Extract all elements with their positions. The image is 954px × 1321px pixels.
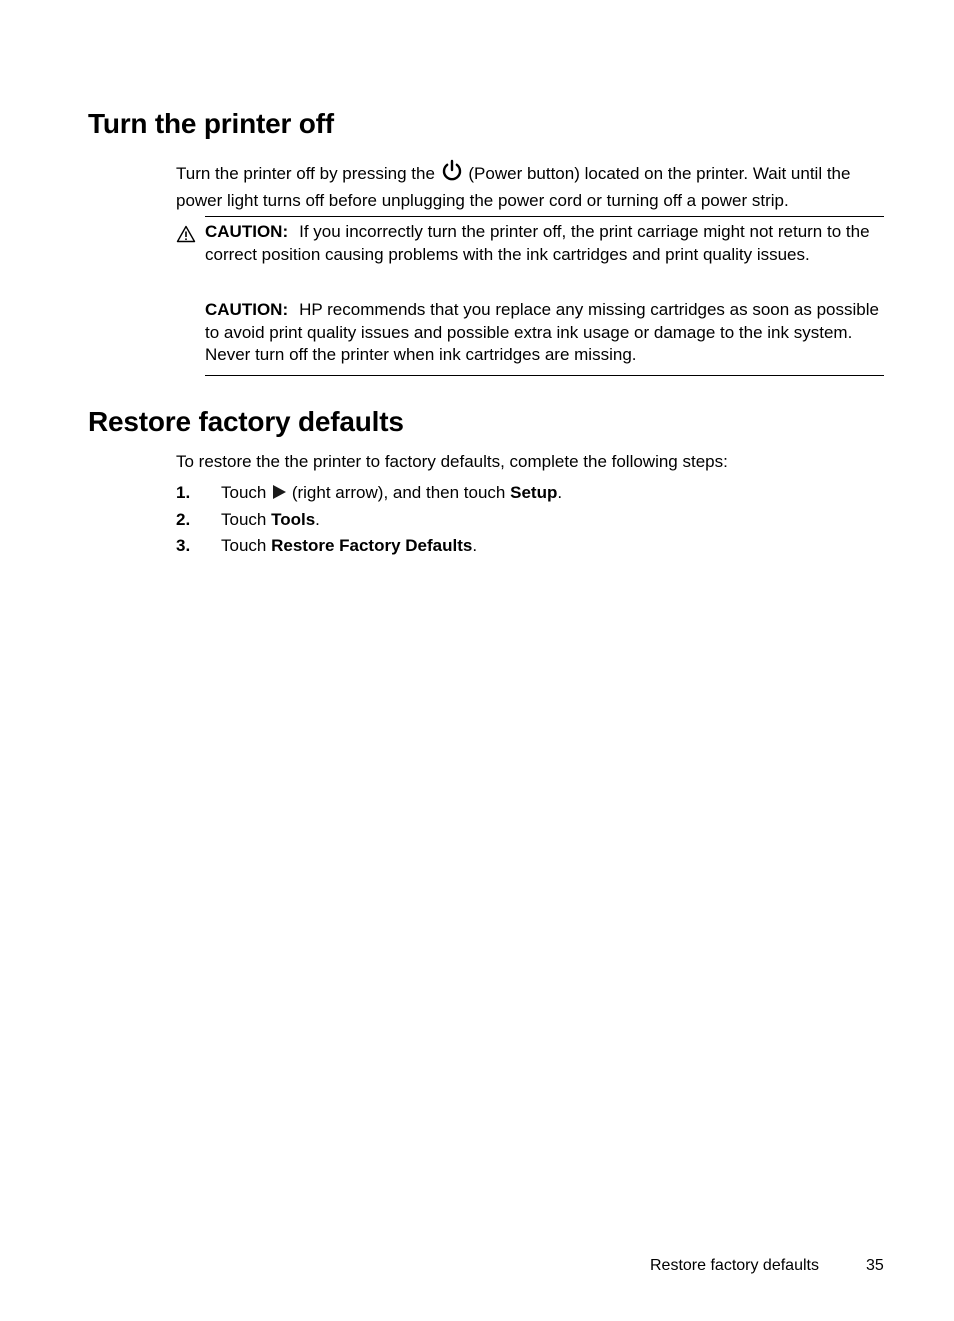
caution-label: CAUTION: [205, 222, 289, 241]
warning-triangle-icon [176, 225, 196, 243]
step-bold-term: Tools [271, 510, 316, 529]
heading-restore-factory-defaults: Restore factory defaults [88, 406, 404, 437]
step-text [221, 535, 477, 557]
footer-section-title: Restore factory defaults [650, 1257, 819, 1274]
step-text-post: . [315, 510, 320, 529]
step-bold-term: Restore Factory Defaults [271, 536, 473, 555]
step-number: 1. [176, 483, 191, 502]
step-text-post: . [472, 536, 478, 555]
step-number: 3. [176, 536, 191, 555]
power-icon [440, 159, 464, 190]
restore-intro: To restore the the printer to factory defaults, complete the following steps: [176, 452, 728, 471]
step-text [221, 482, 562, 506]
right-arrow-icon [271, 484, 287, 506]
step-text [221, 509, 320, 531]
caution-text: HP recommends that you replace any missing cartridges as soon as possible to avoid print quality issues and possible extra ink usage or damage to the ink system. Never turn off the printer when ink cartridges are missing. [205, 300, 879, 364]
heading-turn-printer-off: Turn the printer off [88, 108, 334, 139]
paragraph-text-after-icon: (Power button) located on the printer. Wait until the power light turns off before unplugging the power cord or turning off a power strip. [176, 164, 851, 210]
step-text-mid: (right arrow), and then touch [287, 483, 511, 502]
step-text-pre: Touch [221, 536, 272, 555]
footer-page-number: 35 [866, 1257, 884, 1274]
paragraph-text-before-icon: Turn the printer off by pressing the [176, 164, 435, 183]
step-bold-term: Setup [510, 483, 558, 502]
caution-label: CAUTION: [205, 300, 289, 319]
step-text-pre: Touch [221, 510, 272, 529]
caution-text: If you incorrectly turn the printer off, the print carriage might not return to the correct position causing problems with the ink cartridges and print quality issues. [205, 222, 870, 264]
step-text-pre: Touch [221, 483, 272, 502]
caution-note-1 [205, 221, 885, 266]
power-off-paragraph [176, 159, 888, 212]
step-number: 2. [176, 510, 191, 529]
step-text-post: . [557, 483, 563, 502]
caution-note-2 [205, 299, 885, 367]
